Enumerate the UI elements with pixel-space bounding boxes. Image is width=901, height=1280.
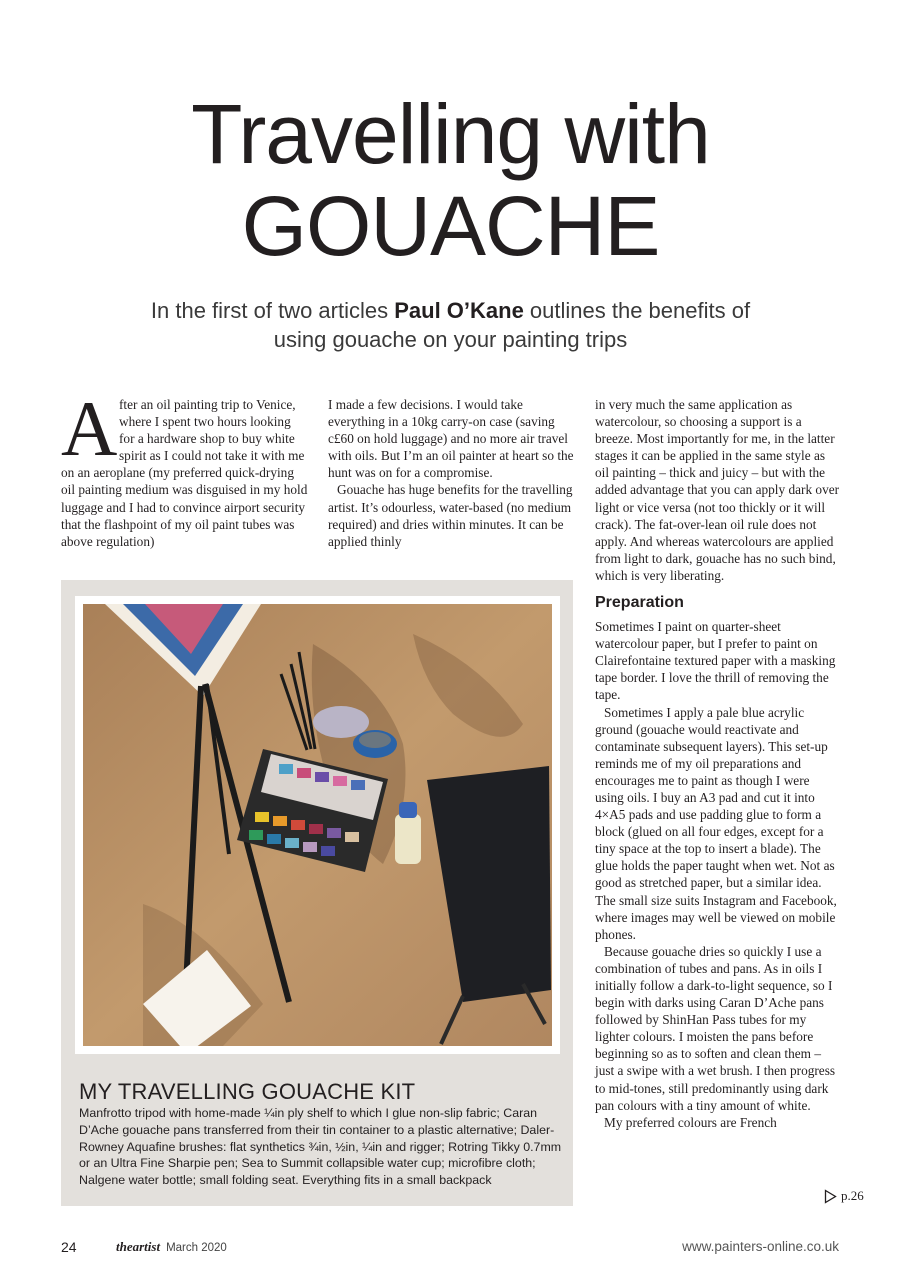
subtitle-text-pre: In the first of two articles xyxy=(150,298,395,323)
paragraph: fter an oil painting trip to Venice, where I spent two hours looking for a hardware shop to buy white spirit as I could not take it with me on an aeroplane (my preferred quick-drying oil painting medium was disguised in my hold luggage and I had to convince airport security that the flashpoint of my oil paint tubes was above regulation) xyxy=(61,397,308,549)
paragraph: Gouache has huge benefits for the travelling artist. It’s odourless, water-based (no medium required) and dries within minutes. It can be applied thinly xyxy=(328,482,573,549)
easel-photo xyxy=(83,604,552,1046)
title-line-2: GOUACHE xyxy=(241,179,660,273)
continued-marker xyxy=(824,1187,864,1205)
article-title xyxy=(0,88,901,272)
title-line-1: Travelling with xyxy=(191,87,710,181)
website-link[interactable]: www.painters-online.co.uk xyxy=(682,1239,839,1254)
drop-cap: A xyxy=(61,385,118,472)
section-heading-preparation: Preparation xyxy=(595,594,684,612)
triangle-arrow-icon xyxy=(824,1189,837,1204)
kit-caption-box xyxy=(61,580,573,1206)
paragraph: Because gouache dries so quickly I use a combination of tubes and pans. As in oils I initially follow a dark-to-light sequence, so I begin with darks using Caran D’Ache pans followed by ShinHan Pass tubes for my lighter colours. I moisten the pans before beginning so as to soften and clean them – just a swipe with a wet brush. I then progress to mid-tones, still predominantly using dark pan colours with a tiny amount of white. xyxy=(595,943,836,1113)
paragraph: in very much the same application as watercolour, so choosing a support is a breeze. Most importantly for me, in the latter stages it can be applied in the same style as oil painting – thick and juicy – but with the added advantage that you can apply dark over light or vice versa (not too thickly or it will crack). The fat-over-lean oil rule does not apply. And whereas watercolours are applied from light to dark, gouache has no such bind, which is very liberating. xyxy=(595,397,840,583)
paragraph: Sometimes I paint on quarter-sheet watercolour paper, but I prefer to paint on Clairefontaine textured paper with a masking tape border. I love the thrill of removing the tape. xyxy=(595,619,836,703)
kit-caption-title: MY TRAVELLING GOUACHE KIT xyxy=(79,1079,416,1104)
page-number: 24 xyxy=(61,1239,77,1255)
subtitle-text-post: outlines the benefits of using gouache on your painting trips xyxy=(273,298,751,352)
paragraph: I made a few decisions. I would take everything in a 10kg carry-on case (saving c£60 on hold luggage) and no more air travel with oils. But I’m an oil painter at heart so the hunt was on for a compromise. xyxy=(328,397,574,481)
magazine-logo: theartist xyxy=(116,1239,161,1254)
body-column-2 xyxy=(328,396,574,550)
photo-frame xyxy=(75,596,560,1054)
author-name: Paul O’Kane xyxy=(394,298,524,323)
easel-photo-illustration xyxy=(83,604,552,1046)
article-subtitle xyxy=(150,296,751,354)
body-column-3 xyxy=(595,396,841,1131)
magazine-credit xyxy=(116,1238,227,1257)
body-column-1 xyxy=(61,385,308,550)
paragraph: Sometimes I apply a pale blue acrylic ground (gouache would reactivate and contaminate subsequent layers). This set-up reminds me of my oil preparations and encourages me to paint as though I were using oils. I buy an A3 pad and cut it into 4×A5 pads and use padding glue to form a block (glued on all four edges, except for a tiny space at the top to insert a blade). The glue holds the paper taught when wet. Not as good as stretched paper, but a similar idea. The small size suits Instagram and Facebook, where images may well be viewed on mobile phones. xyxy=(595,704,837,942)
issue-date: March 2020 xyxy=(166,1242,227,1254)
continued-page: p.26 xyxy=(841,1188,864,1203)
kit-caption-text: Manfrotto tripod with home-made ¼in ply shelf to which I glue non-slip fabric; Caran D’Ache gouache pans transferred from their tin container to a plastic alternative; Daler-Rowney Aquafine brushes: flat synthetics ¾in, ½in, ¼in and rigger; Rotring Tikky 0.7mm or an Ultra Fine Sharpie pen; Sea to Summit collapsible water cup; microfibre cloth; Nalgene water bottle; small folding seat. Everything fits in a small backpack xyxy=(79,1106,562,1188)
paragraph: My preferred colours are French xyxy=(604,1114,777,1130)
